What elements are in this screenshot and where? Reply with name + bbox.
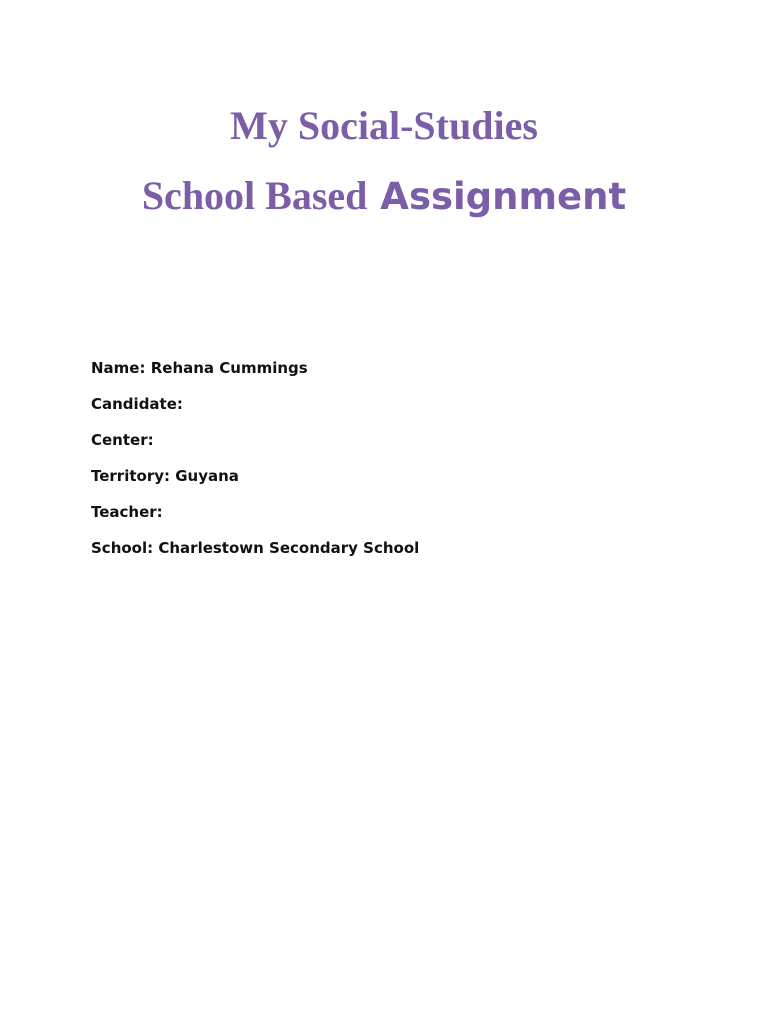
- info-label: Teacher:: [91, 503, 163, 521]
- subtitle-part-1: School Based: [141, 173, 368, 218]
- info-label: Candidate:: [91, 395, 183, 413]
- subtitle-part-2: Assignment: [367, 175, 627, 218]
- info-value: Guyana: [175, 467, 239, 485]
- info-label: Territory:: [91, 467, 170, 485]
- info-row-teacher: [91, 500, 419, 536]
- document-title: My Social-Studies: [230, 103, 538, 148]
- info-label: School:: [91, 539, 154, 557]
- info-row-school: [91, 536, 419, 572]
- info-value: Rehana Cummings: [150, 359, 308, 377]
- info-row-name: [91, 356, 419, 392]
- student-info-list: [91, 356, 419, 572]
- info-value: Charlestown Secondary School: [158, 539, 420, 557]
- info-label: Name:: [91, 359, 146, 377]
- info-row-territory: [91, 464, 419, 500]
- info-row-candidate: [91, 392, 419, 428]
- document-subtitle: [0, 172, 768, 221]
- info-row-center: [91, 428, 419, 464]
- info-label: Center:: [91, 431, 154, 449]
